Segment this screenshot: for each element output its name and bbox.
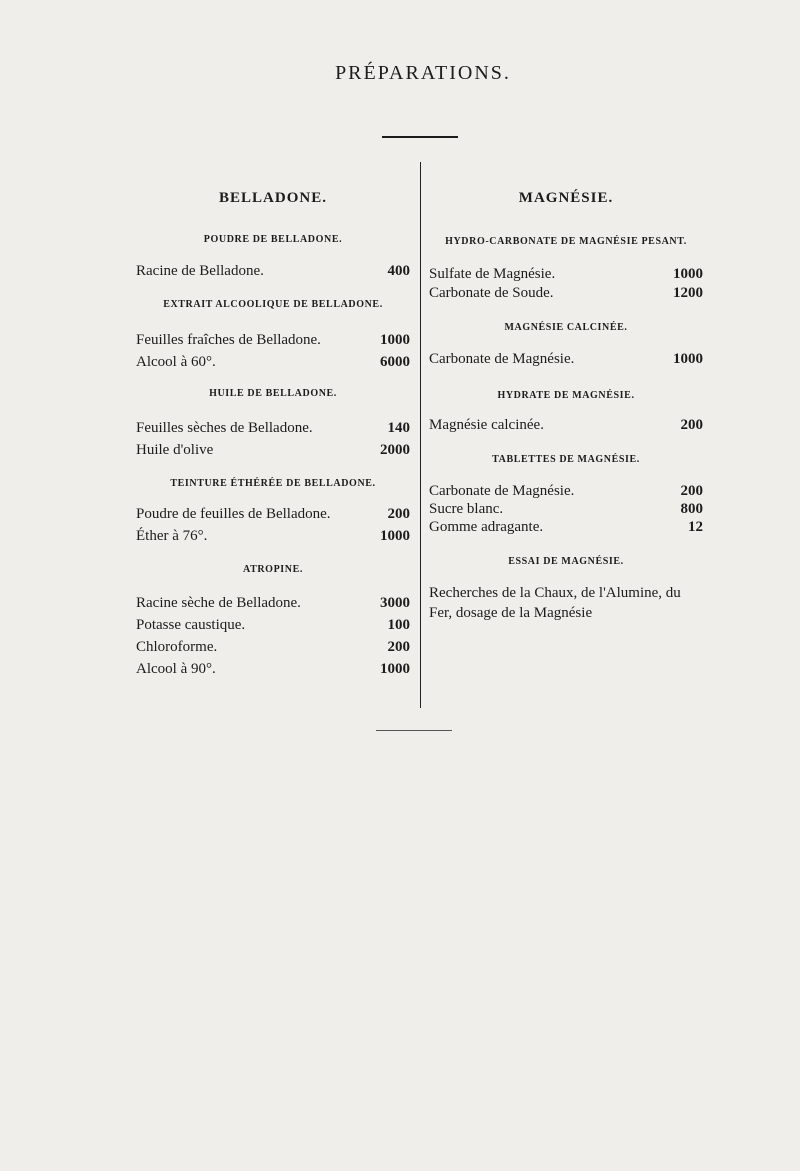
recipe-row	[429, 482, 703, 500]
ingredient-qty: 200	[680, 417, 703, 433]
section-title-atropine: ATROPINE.	[243, 564, 303, 575]
ingredient-name: Racine sèche de Belladone.	[136, 595, 301, 611]
section-title-hydrate: HYDRATE DE MAGNÉSIE.	[497, 390, 635, 401]
ingredient-name: Sucre blanc.	[429, 501, 504, 517]
ingredient-name: Carbonate de Soude.	[429, 285, 554, 301]
recipe-row	[136, 441, 410, 459]
recipe-row	[429, 518, 703, 536]
section-title-teinture: TEINTURE ÉTHÉRÉE DE BELLADONE.	[170, 478, 376, 489]
section-title-poudre: POUDRE DE BELLADONE.	[203, 234, 343, 245]
recipe-row	[136, 353, 410, 371]
ingredient-name: Magnésie calcinée.	[429, 417, 544, 433]
recipe-row	[136, 419, 410, 437]
recipe-row	[429, 350, 703, 368]
page-title: PRÉPARATIONS.	[335, 62, 511, 84]
magnesie-heading: MAGNÉSIE.	[518, 190, 614, 206]
ingredient-name: Potasse caustique.	[136, 617, 246, 633]
ingredient-qty: 1200	[673, 285, 703, 301]
ingredient-qty: 200	[387, 639, 410, 655]
ingredient-qty: 2000	[380, 442, 410, 458]
ingredient-qty: 100	[387, 617, 410, 633]
ingredient-name: Éther à 76°.	[136, 528, 208, 544]
section-title-hydro-carbonate: HYDRO-CARBONATE DE MAGNÉSIE PESANT.	[445, 236, 687, 247]
recipe-row	[136, 505, 410, 523]
column-divider	[420, 162, 421, 708]
section-title-extrait: EXTRAIT ALCOOLIQUE DE BELLADONE.	[163, 299, 383, 310]
ingredient-name: Huile d'olive	[136, 442, 214, 458]
ingredient-name: Gomme adragante.	[429, 519, 544, 535]
ingredient-qty: 800	[680, 501, 703, 517]
ingredient-qty: 140	[387, 420, 410, 436]
recipe-row	[136, 527, 410, 545]
recipe-row	[136, 638, 410, 656]
section-title-tablettes: TABLETTES DE MAGNÉSIE.	[492, 454, 640, 465]
ingredient-qty: 6000	[380, 354, 410, 370]
ingredient-qty: 200	[387, 506, 410, 522]
section-title-essai: ESSAI DE MAGNÉSIE.	[508, 556, 624, 567]
ingredient-name: Alcool à 60°.	[136, 354, 216, 370]
section-title-calcinee: MAGNÉSIE CALCINÉE.	[504, 322, 628, 333]
recipe-row	[136, 594, 410, 612]
recipe-row	[429, 500, 703, 518]
title-rule	[382, 136, 458, 138]
ingredient-name: Racine de Belladone.	[136, 263, 264, 279]
ingredient-qty: 1000	[380, 332, 410, 348]
ingredient-qty: 1000	[380, 661, 410, 677]
ingredient-qty: 1000	[673, 266, 703, 282]
ingredient-name: Poudre de feuilles de Belladone.	[136, 506, 331, 522]
recipe-row	[429, 416, 703, 434]
ingredient-name: Chloroforme.	[136, 639, 218, 655]
ingredient-qty: 400	[387, 263, 410, 279]
ingredient-qty: 1000	[673, 351, 703, 367]
ingredient-qty: 3000	[380, 595, 410, 611]
section-title-huile: HUILE DE BELLADONE.	[209, 388, 337, 399]
ingredient-name: Sulfate de Magnésie.	[429, 266, 556, 282]
ingredient-name: Feuilles sèches de Belladone.	[136, 420, 313, 436]
ingredient-name: Carbonate de Magnésie.	[429, 483, 575, 499]
recipe-row	[136, 660, 410, 678]
ingredient-qty: 1000	[380, 528, 410, 544]
recipe-row	[136, 331, 410, 349]
recipe-row	[136, 616, 410, 634]
recipe-row	[429, 265, 703, 283]
ingredient-name: Carbonate de Magnésie.	[429, 351, 575, 367]
essai-description: Recherches de la Chaux, de l'Alumine, du Fer, dosage de la Magnésie	[429, 585, 681, 621]
recipe-row	[429, 284, 703, 302]
ingredient-name: Feuilles fraîches de Belladone.	[136, 332, 321, 348]
ingredient-qty: 12	[688, 519, 703, 535]
ingredient-name: Alcool à 90°.	[136, 661, 216, 677]
footer-rule	[376, 730, 452, 731]
ingredient-qty: 200	[680, 483, 703, 499]
recipe-row	[136, 262, 410, 280]
belladone-heading: BELLADONE.	[219, 190, 327, 206]
